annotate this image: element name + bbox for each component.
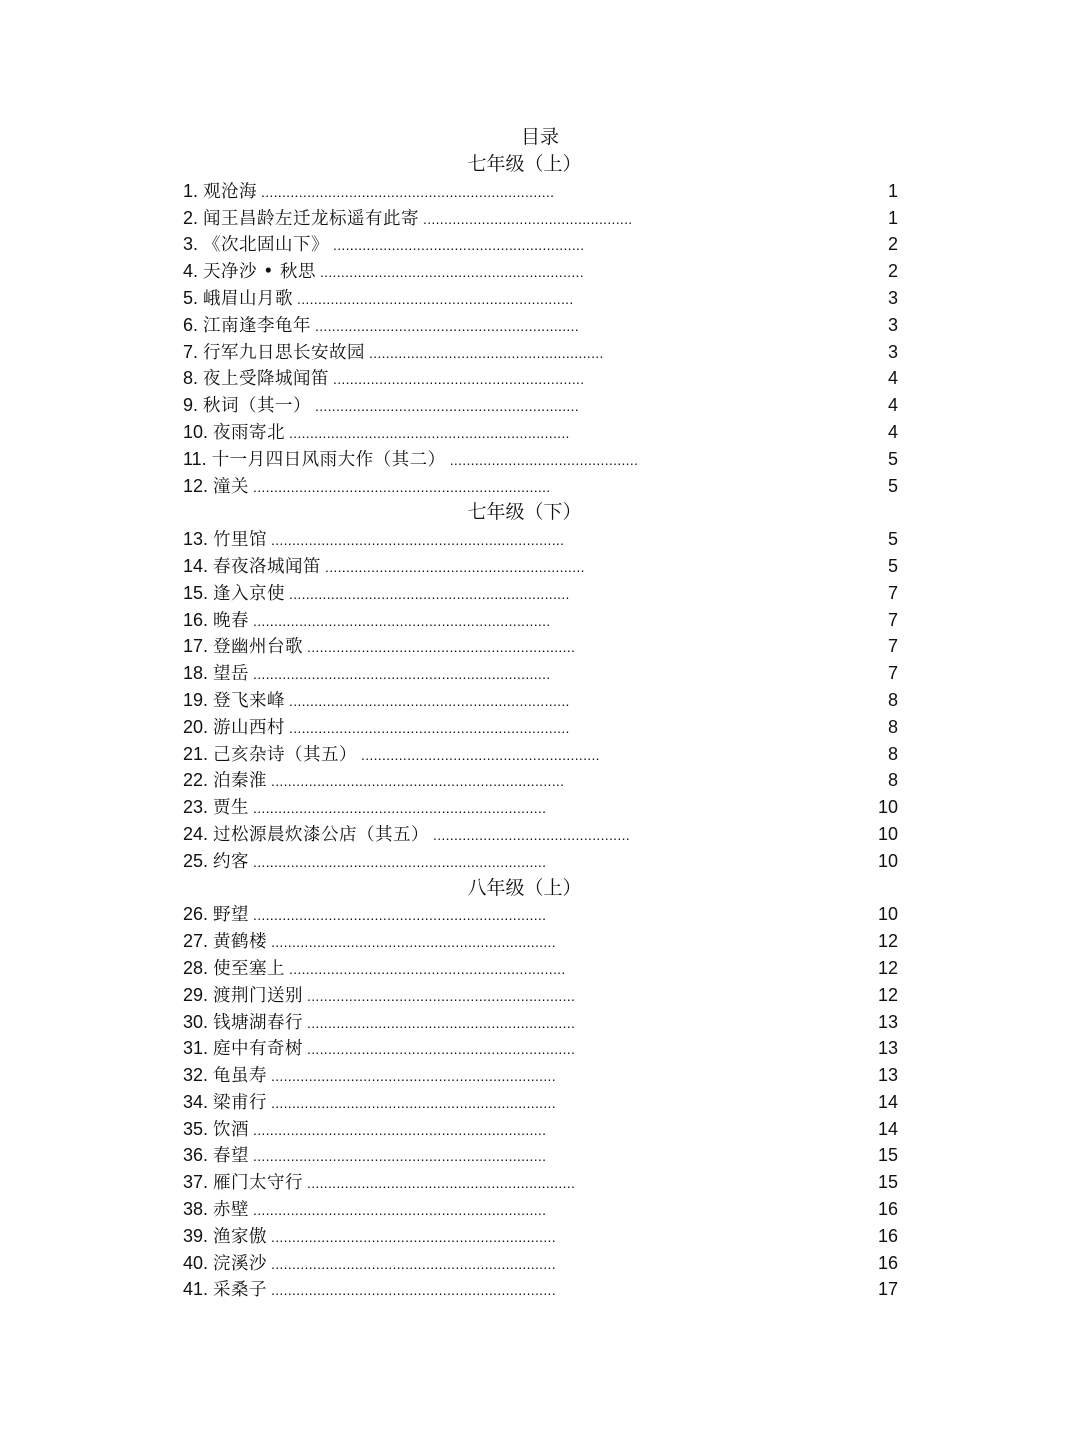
dot-leader: ..................................................: [423, 210, 633, 227]
toc-entry[interactable]: [183, 1009, 898, 1036]
toc-entry[interactable]: [183, 1116, 898, 1143]
toc-entry[interactable]: [183, 1276, 898, 1303]
entry-title: 闻王昌龄左迁龙标遥有此寄: [203, 208, 420, 229]
entry-page-number: 17: [877, 1279, 898, 1300]
entry-page-number: 4: [887, 368, 898, 389]
entry-page-number: 13: [877, 1011, 898, 1032]
toc-entry[interactable]: [183, 258, 898, 285]
entry-page-number: 10: [877, 904, 898, 925]
dot-leader: .........................................................: [361, 746, 600, 763]
entry-title: 过松源晨炊漆公店（其五）: [213, 824, 430, 845]
entry-title: 竹里馆: [213, 530, 268, 551]
entry-title: 饮酒: [213, 1119, 250, 1140]
entry-number: 23.: [183, 797, 214, 818]
toc-entry[interactable]: [183, 767, 898, 794]
entry-page-number: 3: [887, 341, 898, 362]
dot-leader: ......................................................................: [261, 183, 555, 200]
entry-title: 泊秦淮: [213, 771, 268, 792]
toc-entry[interactable]: [183, 419, 898, 446]
entry-page-number: 1: [887, 207, 898, 228]
entry-title: 潼关: [213, 476, 250, 497]
entry-number: 40.: [183, 1252, 214, 1273]
entry-page-number: 13: [877, 1065, 898, 1086]
entry-title: 《次北固山下》: [203, 235, 330, 256]
entry-title: 浣溪沙: [213, 1253, 268, 1274]
entry-number: 37.: [183, 1172, 214, 1193]
entry-number: 19.: [183, 689, 214, 710]
entry-page-number: 16: [877, 1225, 898, 1246]
entry-page-number: 10: [877, 797, 898, 818]
entry-title: 晚春: [213, 610, 250, 631]
toc-entry[interactable]: [183, 1035, 898, 1062]
dot-leader: ....................................................................: [271, 934, 556, 951]
entry-title: 登幽州台歌: [213, 637, 304, 658]
entry-title: 江南逢李龟年: [203, 315, 312, 336]
toc-entry[interactable]: [183, 339, 898, 366]
entry-number: 31.: [183, 1038, 214, 1059]
entry-number: 3.: [183, 234, 204, 255]
toc-entry[interactable]: [183, 526, 898, 553]
dot-leader: ............................................................: [333, 371, 585, 388]
entry-title: 野望: [213, 905, 250, 926]
dot-leader: ............................................................: [333, 237, 585, 254]
entry-page-number: 8: [887, 770, 898, 791]
dot-leader: ...................................................................: [289, 692, 570, 709]
dot-leader: ......................................................................: [271, 532, 565, 549]
toc-entry[interactable]: [183, 553, 898, 580]
dot-leader: .......................................................................: [253, 612, 551, 629]
entry-page-number: 10: [877, 823, 898, 844]
dot-leader: ..................................................................: [297, 290, 574, 307]
entry-title: 夜上受降城闻笛: [203, 369, 330, 390]
entry-page-number: 8: [887, 716, 898, 737]
entry-title: 渡荆门送别: [213, 985, 304, 1006]
dot-leader: ...................................................................: [289, 585, 570, 602]
entry-number: 10.: [183, 421, 214, 442]
dot-leader: ......................................................................: [253, 1121, 547, 1138]
dot-leader: ......................................................................: [253, 800, 547, 817]
section-heading: 八年级（上）: [467, 876, 582, 899]
entry-number: 12.: [183, 475, 214, 496]
entry-page-number: 15: [877, 1145, 898, 1166]
dot-leader: ..................................................................: [289, 960, 566, 977]
dot-leader: .............................................: [449, 451, 639, 468]
entry-page-number: 4: [887, 421, 898, 442]
entry-page-number: 8: [887, 689, 898, 710]
entry-number: 34.: [183, 1091, 214, 1112]
entry-page-number: 16: [877, 1252, 898, 1273]
toc-entry[interactable]: [183, 446, 898, 473]
dot-leader: ....................................................................: [271, 1228, 556, 1245]
entry-title: 采桑子: [213, 1280, 268, 1301]
entry-title: 逢入京使: [213, 583, 286, 604]
entry-number: 16.: [183, 609, 214, 630]
entry-number: 41.: [183, 1279, 214, 1300]
toc-entry[interactable]: [183, 928, 898, 955]
entry-title: 雁门太守行: [213, 1173, 304, 1194]
entry-title: 秋词（其一）: [203, 396, 312, 417]
entry-title: 峨眉山月歌: [203, 288, 294, 309]
entry-title: 夜雨寄北: [213, 422, 286, 443]
dot-leader: ...............................................................: [315, 317, 579, 334]
section-heading: 七年级（下）: [467, 501, 582, 524]
toc-entry[interactable]: [183, 1196, 898, 1223]
section-heading: 七年级（上）: [467, 153, 582, 175]
dot-leader: ...............................................................: [319, 264, 584, 281]
entry-page-number: 15: [877, 1172, 898, 1193]
entry-title: 使至塞上: [213, 958, 286, 979]
toc-entry[interactable]: [183, 1250, 898, 1277]
dot-leader: ......................................................................: [253, 1202, 547, 1219]
entry-title: 龟虽寿: [213, 1066, 268, 1087]
entry-number: 2.: [183, 207, 204, 228]
toc-entry[interactable]: [183, 660, 898, 687]
entry-page-number: 7: [887, 663, 898, 684]
dot-leader: .......................................................................: [253, 666, 551, 683]
entry-page-number: 12: [877, 931, 898, 952]
toc-entry[interactable]: [183, 794, 898, 821]
toc-entry[interactable]: [183, 955, 898, 982]
entry-page-number: 14: [877, 1118, 898, 1139]
toc-entry[interactable]: [183, 633, 898, 660]
dot-leader: ................................................................: [307, 639, 576, 656]
entry-number: 36.: [183, 1145, 214, 1166]
dot-leader: ...................................................................: [289, 424, 570, 441]
entry-page-number: 14: [877, 1091, 898, 1112]
entry-number: 29.: [183, 984, 214, 1005]
entry-number: 26.: [183, 904, 214, 925]
toc-entry[interactable]: [183, 1223, 898, 1250]
toc-entry[interactable]: [183, 982, 898, 1009]
toc-entry[interactable]: [183, 580, 898, 607]
entry-number: 30.: [183, 1011, 214, 1032]
entry-number: 13.: [183, 529, 214, 550]
entry-number: 5.: [183, 287, 204, 308]
toc-entry[interactable]: [183, 848, 898, 875]
entry-title: 赤壁: [213, 1200, 250, 1221]
entry-page-number: 3: [887, 314, 898, 335]
toc-entry[interactable]: [183, 1089, 898, 1116]
entry-page-number: 7: [887, 609, 898, 630]
entry-page-number: 3: [887, 287, 898, 308]
entry-title: 登飞来峰: [213, 690, 286, 711]
dot-leader: ...............................................................: [315, 398, 579, 415]
dot-leader: .......................................................................: [253, 478, 551, 495]
entry-number: 7.: [183, 341, 204, 362]
dot-leader: ..............................................................: [325, 558, 585, 575]
toc-entry[interactable]: [183, 1062, 898, 1089]
entry-page-number: 16: [877, 1199, 898, 1220]
entry-page-number: 7: [887, 582, 898, 603]
dot-leader: ....................................................................: [271, 1282, 556, 1299]
entry-page-number: 5: [887, 529, 898, 550]
entry-page-number: 12: [877, 984, 898, 1005]
dot-leader: ...............................................: [433, 826, 630, 843]
entry-number: 27.: [183, 931, 214, 952]
entry-number: 28.: [183, 957, 214, 978]
toc-entry[interactable]: [183, 473, 898, 500]
dot-leader: ........................................................: [369, 344, 604, 361]
dot-leader: ...................................................................: [289, 719, 570, 736]
entry-title: 梁甫行: [213, 1092, 268, 1113]
entry-title: 贾生: [213, 798, 250, 819]
entry-number: 20.: [183, 716, 214, 737]
entry-title: 春夜洛城闻笛: [213, 556, 322, 577]
dot-leader: ......................................................................: [253, 907, 547, 924]
entry-page-number: 5: [887, 448, 898, 469]
entry-page-number: 5: [887, 555, 898, 576]
dot-leader: ....................................................................: [271, 1255, 556, 1272]
entry-number: 9.: [183, 395, 204, 416]
toc-entry[interactable]: [183, 687, 898, 714]
dot-leader: ......................................................................: [271, 773, 565, 790]
entry-number: 14.: [183, 555, 214, 576]
entry-page-number: 8: [887, 743, 898, 764]
entry-title: 己亥杂诗（其五）: [213, 744, 358, 765]
entry-title: 游山西村: [213, 717, 286, 738]
entry-page-number: 2: [887, 234, 898, 255]
entry-title: 钱塘湖春行: [213, 1012, 304, 1033]
entry-title: 十一月四日风雨大作（其二）: [211, 449, 446, 470]
entry-title: 行军九日思长安故园: [203, 342, 366, 363]
entry-number: 6.: [183, 314, 204, 335]
entry-page-number: 10: [877, 850, 898, 871]
toc-entry[interactable]: [183, 205, 898, 232]
entry-page-number: 13: [877, 1038, 898, 1059]
entry-number: 21.: [183, 743, 214, 764]
dot-leader: ......................................................................: [253, 1148, 547, 1165]
entry-title: 黄鹤楼: [213, 932, 268, 953]
entry-title: 望岳: [213, 664, 250, 685]
entry-title: 春望: [213, 1146, 250, 1167]
entry-title: 天净沙 • 秋思: [203, 262, 316, 283]
dot-leader: ................................................................: [307, 987, 576, 1004]
toc-list: [183, 151, 898, 1303]
toc-entry[interactable]: [183, 714, 898, 741]
entry-page-number: 7: [887, 636, 898, 657]
entry-number: 38.: [183, 1199, 214, 1220]
entry-title: 庭中有奇树: [213, 1039, 304, 1060]
entry-page-number: 12: [877, 957, 898, 978]
dot-leader: ......................................................................: [253, 853, 547, 870]
entry-number: 11.: [183, 448, 212, 469]
toc-entry[interactable]: [183, 1169, 898, 1196]
toc-entry[interactable]: [183, 365, 898, 392]
toc-entry[interactable]: [183, 607, 898, 634]
toc-title: 目录: [520, 126, 559, 148]
entry-number: 17.: [183, 636, 214, 657]
entry-title: 渔家傲: [213, 1226, 268, 1247]
dot-leader: ................................................................: [307, 1175, 576, 1192]
dot-leader: ....................................................................: [271, 1068, 556, 1085]
toc-entry[interactable]: [183, 821, 898, 848]
toc-entry[interactable]: [183, 178, 898, 205]
toc-entry[interactable]: [183, 312, 898, 339]
entry-number: 4.: [183, 261, 204, 282]
toc-entry[interactable]: [183, 1142, 898, 1169]
entry-title: 约客: [213, 851, 250, 872]
entry-number: 35.: [183, 1118, 214, 1139]
entry-page-number: 4: [887, 395, 898, 416]
dot-leader: ....................................................................: [271, 1094, 556, 1111]
entry-number: 39.: [183, 1225, 214, 1246]
entry-page-number: 5: [887, 475, 898, 496]
toc-entry[interactable]: [183, 741, 898, 768]
entry-number: 22.: [183, 770, 214, 791]
entry-page-number: 2: [887, 261, 898, 282]
toc-entry[interactable]: [183, 901, 898, 928]
entry-number: 24.: [183, 823, 214, 844]
entry-number: 8.: [183, 368, 204, 389]
entry-number: 18.: [183, 663, 214, 684]
dot-leader: ................................................................: [307, 1014, 576, 1031]
entry-number: 1.: [183, 180, 204, 201]
entry-number: 15.: [183, 582, 214, 603]
dot-leader: ................................................................: [307, 1041, 576, 1058]
entry-number: 25.: [183, 850, 214, 871]
toc-entry[interactable]: [183, 231, 898, 258]
entry-page-number: 1: [887, 180, 898, 201]
toc-entry[interactable]: [183, 392, 898, 419]
entry-title: 观沧海: [203, 181, 258, 202]
toc-entry[interactable]: [183, 285, 898, 312]
entry-number: 32.: [183, 1065, 214, 1086]
